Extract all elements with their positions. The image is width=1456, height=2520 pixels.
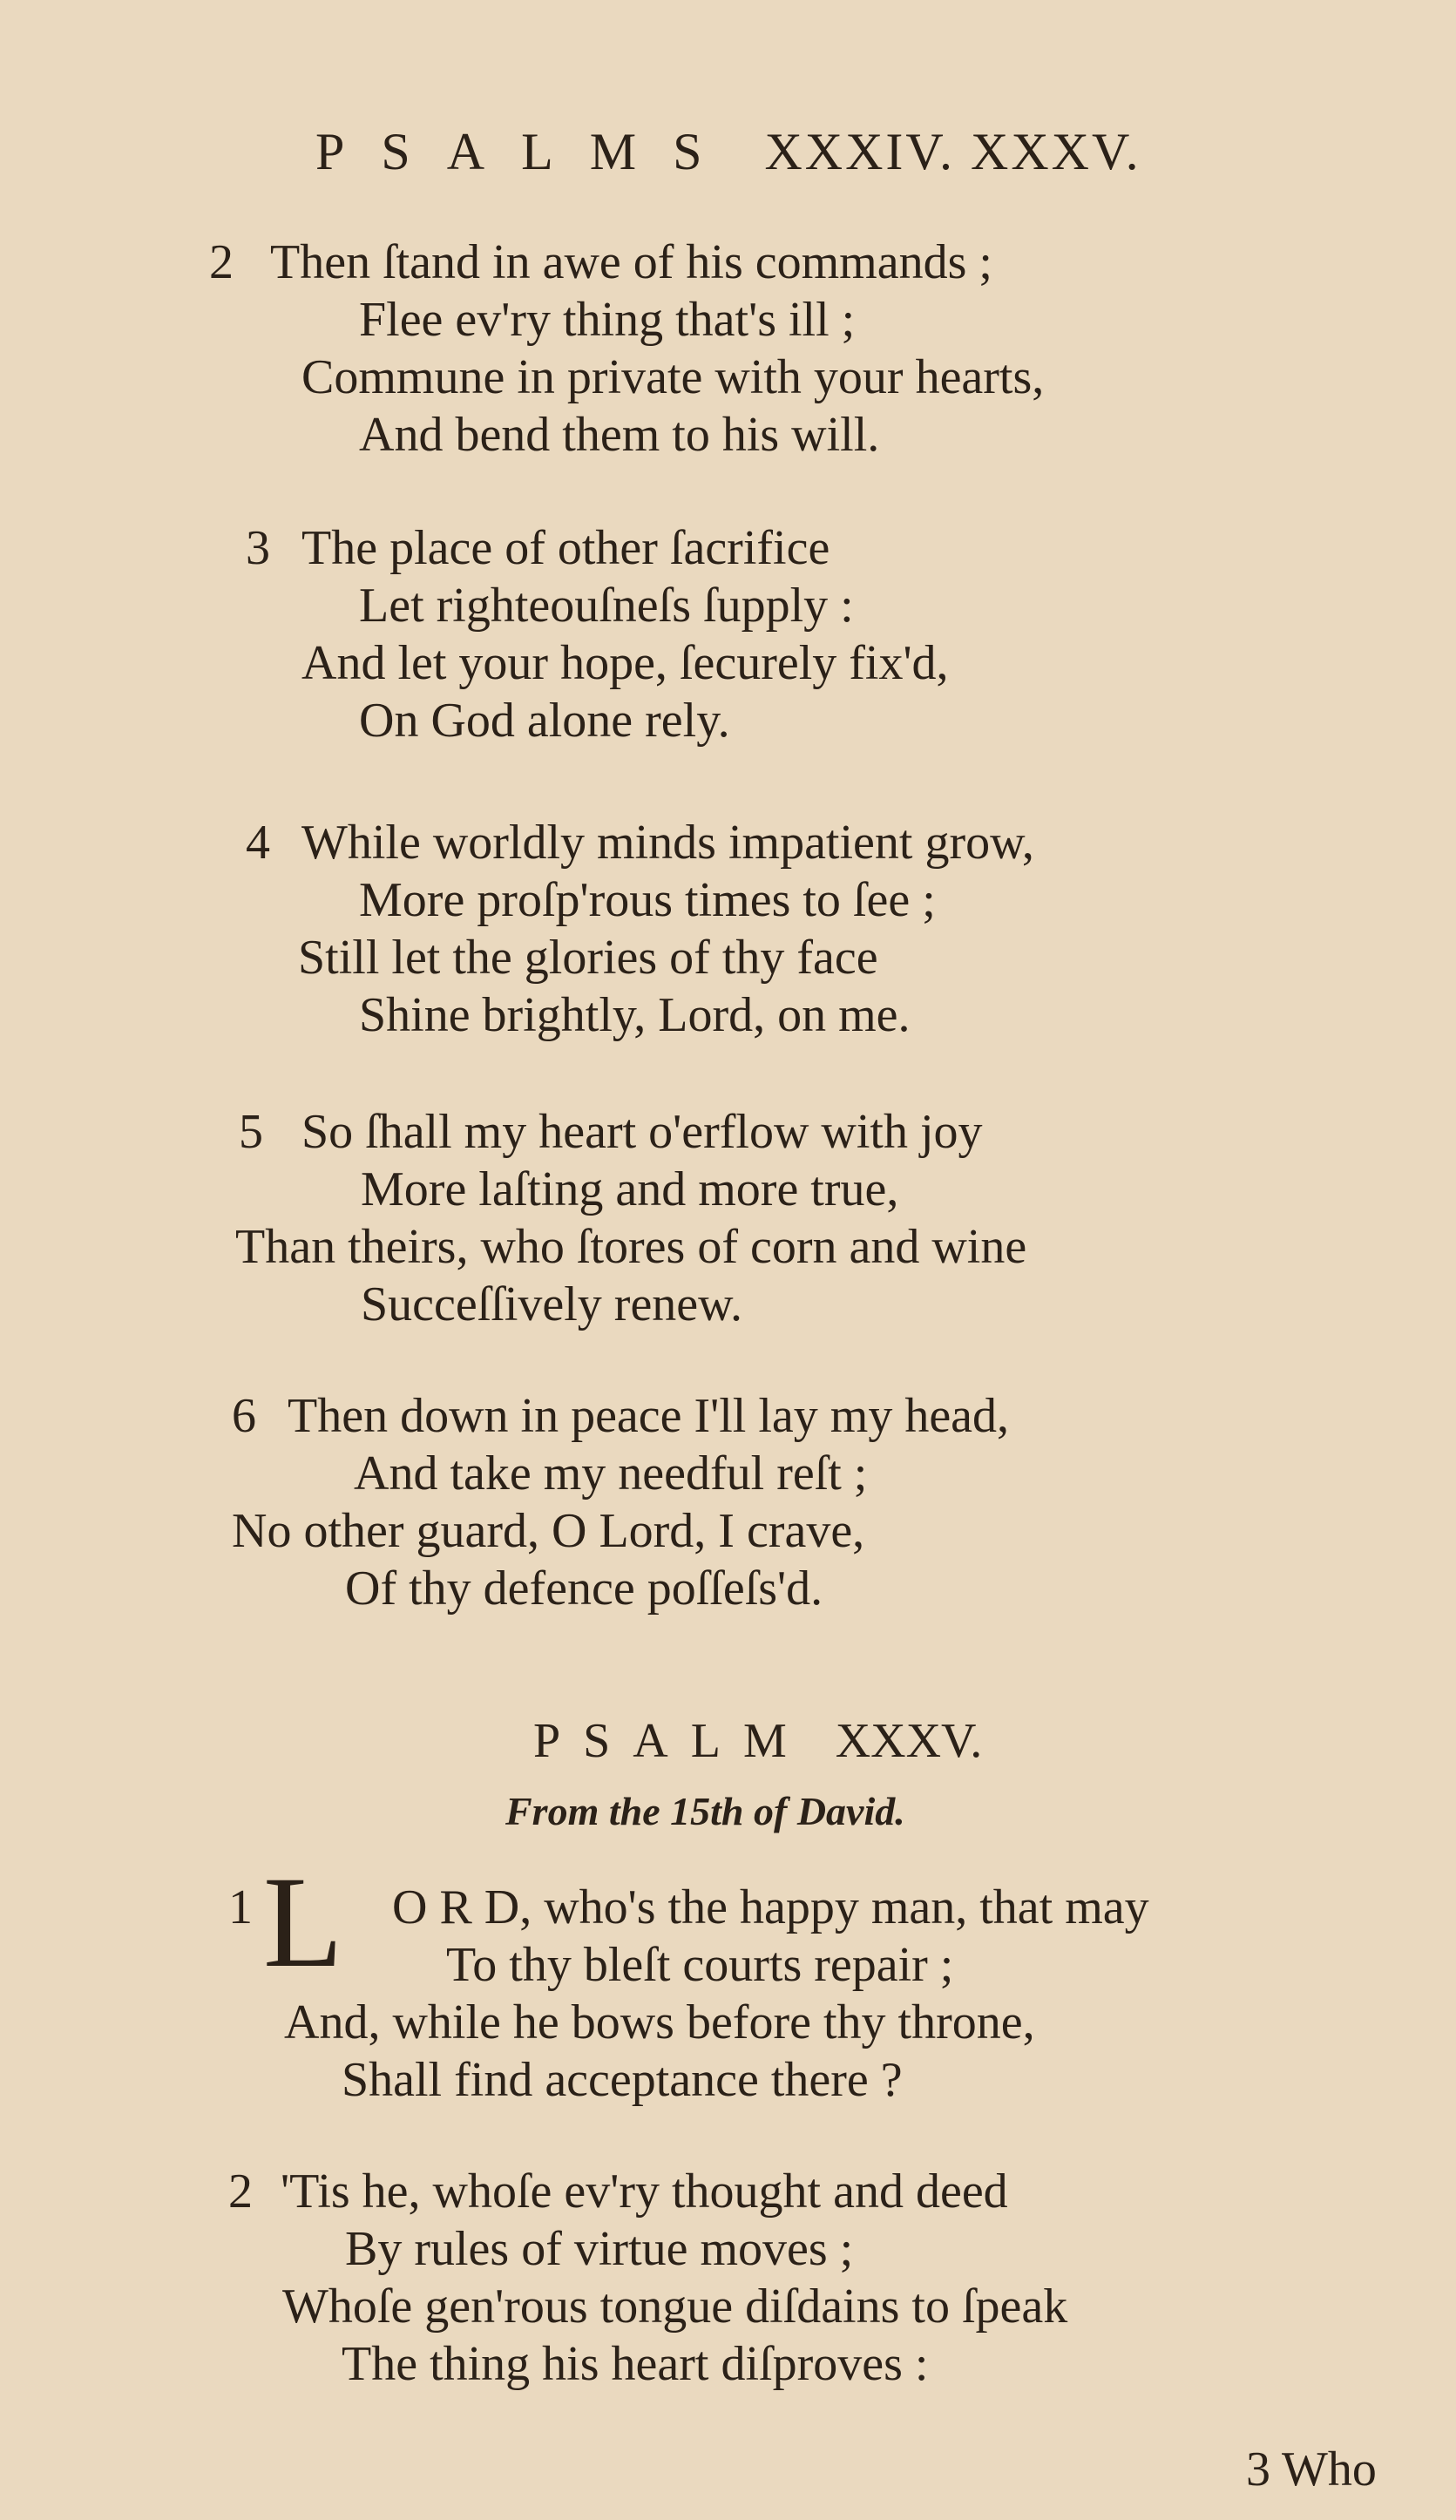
verse-text: The thing his heart diſproves :	[342, 2337, 929, 2391]
verse-text: And take my needful reſt ;	[354, 1446, 868, 1500]
verse-line	[239, 1276, 1328, 1333]
verse-text: And bend them to his will.	[359, 408, 880, 462]
verse-line	[246, 871, 1291, 929]
verse-line	[209, 349, 1255, 406]
stanza-number: 2	[209, 235, 234, 289]
verse-text: While worldly minds impatient grow,	[301, 816, 1034, 870]
verse-text: And, while he bows before thy throne,	[284, 1995, 1035, 2049]
stanza	[228, 2163, 1317, 2393]
psalm-title-number: XXXV.	[835, 1714, 983, 1768]
verse-text: And let your hope, ſecurely fix'd,	[301, 636, 949, 690]
verse-line	[209, 291, 1255, 349]
verse-line	[246, 692, 1291, 749]
stanza	[232, 1387, 1321, 1617]
verse-line	[246, 634, 1291, 692]
verse-line	[228, 1936, 1431, 1994]
verse-text: Than theirs, who ſtores of corn and wine	[235, 1220, 1027, 1274]
stanza	[246, 519, 1291, 749]
verse-text: More laſting and more true,	[361, 1162, 899, 1216]
verse-line	[228, 2163, 1317, 2220]
verse-text: Still let the glories of thy face	[298, 931, 878, 985]
verse-text: Then ſtand in awe of his commands ;	[270, 235, 992, 289]
catchword: 3 Who	[1246, 2442, 1377, 2496]
verse-text: On God alone rely.	[359, 694, 730, 748]
verse-text: The place of other ſacrifice	[301, 521, 830, 575]
stanza	[228, 1879, 1431, 2109]
verse-line	[209, 406, 1255, 464]
verse-line	[228, 2335, 1317, 2393]
verse-text: So ſhall my heart o'erflow with joy	[301, 1105, 983, 1159]
verse-line	[228, 1879, 1431, 1936]
stanza-number: 3	[246, 521, 270, 575]
stanza-number: 2	[228, 2164, 253, 2219]
psalm-title	[533, 1713, 982, 1769]
verse-text: Shall find acceptance there ?	[342, 2053, 903, 2107]
psalm-subtitle: From the 15th of David.	[505, 1789, 905, 1833]
verse-line	[235, 1218, 1328, 1276]
verse-text: More proſp'rous times to ſee ;	[359, 873, 936, 927]
stanza	[246, 814, 1291, 1044]
stanza-number: 6	[232, 1389, 256, 1443]
verse-text: Succeſſively renew.	[361, 1277, 742, 1331]
verse-text: Of thy defence poſſeſs'd.	[345, 1561, 823, 1616]
drop-cap: L	[263, 1850, 343, 1995]
stanza-number: 4	[246, 816, 270, 870]
verse-line	[246, 519, 1291, 577]
verse-line	[246, 577, 1291, 634]
verse-text: O R D, who's the happy man, that may	[392, 1880, 1149, 1934]
verse-line	[239, 1161, 1328, 1218]
verse-text: Flee ev'ry thing that's ill ;	[359, 293, 856, 347]
verse-line	[228, 2278, 1317, 2335]
verse-text: To thy bleſt courts repair ;	[446, 1938, 954, 1992]
verse-line	[209, 234, 1255, 291]
verse-line	[246, 986, 1291, 1044]
verse-text: Whoſe gen'rous tongue diſdains to ſpeak	[282, 2280, 1068, 2334]
stanza-number: 1	[228, 1880, 253, 1934]
verse-line	[232, 1502, 1321, 1560]
verse-text: Then down in peace I'll lay my head,	[288, 1389, 1010, 1443]
psalm-title-word: PSALM	[533, 1714, 809, 1768]
stanza	[209, 234, 1255, 464]
verse-text: Shine brightly, Lord, on me.	[359, 988, 911, 1042]
verse-line	[239, 1103, 1328, 1161]
verse-text: Let righteouſneſs ſupply :	[359, 579, 854, 633]
verse-line	[232, 1560, 1321, 1617]
verse-text: 'Tis he, whoſe ev'ry thought and deed	[281, 2164, 1008, 2219]
stanza-number: 5	[239, 1105, 263, 1159]
verse-line	[246, 929, 1291, 986]
verse-line	[232, 1387, 1321, 1445]
verse-text: By rules of virtue moves ;	[345, 2222, 854, 2276]
stanza	[235, 1103, 1328, 1333]
running-header	[315, 122, 1141, 182]
header-psalm-range: XXXIV. XXXV.	[764, 123, 1141, 180]
header-word: PSALMS	[315, 123, 739, 180]
verse-line	[246, 814, 1291, 871]
verse-line	[232, 1445, 1321, 1502]
verse-text: No other guard, O Lord, I crave,	[232, 1504, 865, 1558]
verse-line	[228, 2220, 1317, 2278]
verse-line	[228, 2051, 1431, 2109]
verse-text: Commune in private with your hearts,	[301, 350, 1045, 404]
verse-line	[228, 1994, 1431, 2051]
